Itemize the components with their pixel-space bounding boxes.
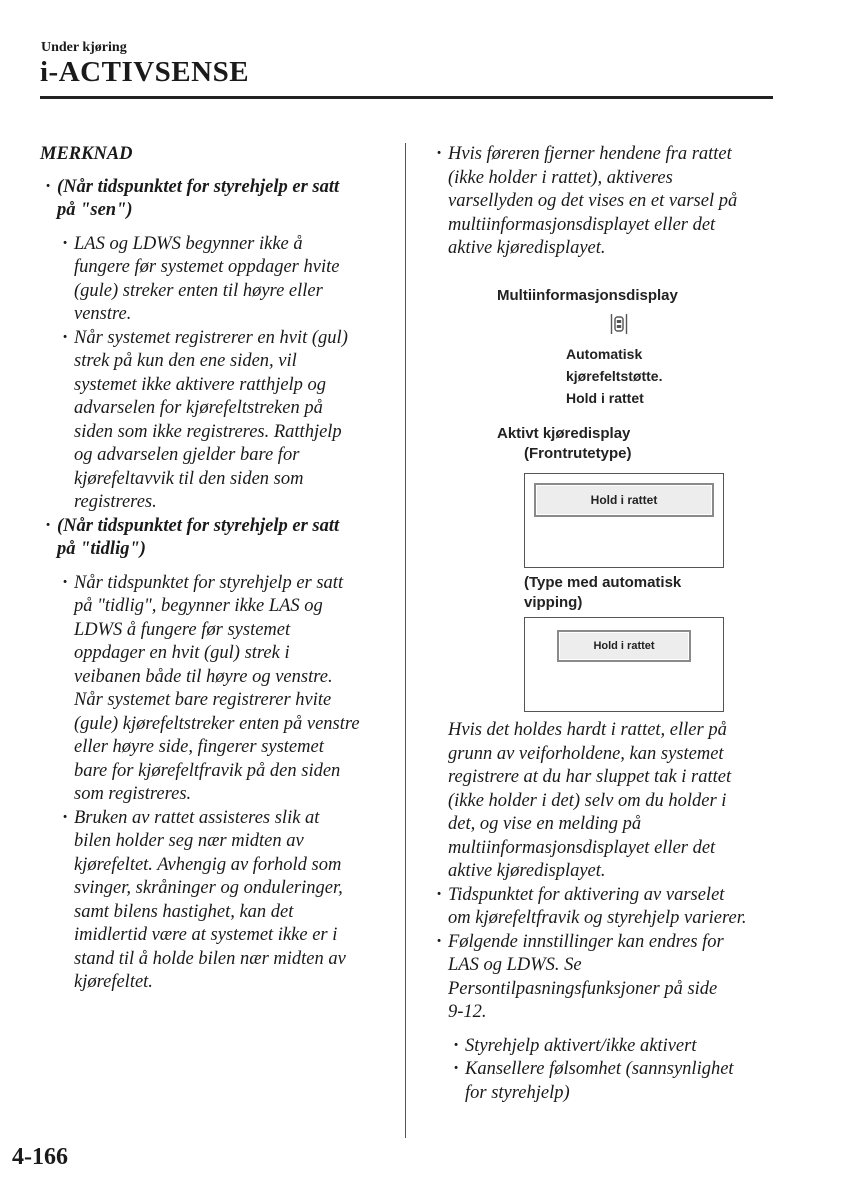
left-column — [40, 143, 390, 995]
hud-box-retractable — [524, 617, 724, 712]
timing-bullet: · Tidspunktet for aktivering av varselet om kjørefeltfravik og styrehjelp varierer. — [448, 884, 788, 931]
hud-box-windshield — [524, 473, 724, 568]
mid-heading: Multiinformasjonsdisplay — [497, 287, 678, 304]
intro-bullet: · Hvis føreren fjerner hendene fra rattet (ikke holder i rattet), aktiveres varsellyden og det vises en et varsel på multiinformasjonsdisplayet eller det aktive kjøredisplayet. — [448, 143, 788, 261]
page-number: 4-166 — [12, 1144, 68, 1170]
early-item-1: · Når tidspunktet for styrehjelp er satt på "tidlig", begynner ikke LAS og LDWS å fungere før systemet oppdager en hvit (gul) strek i veibanen både til høyre og venstre. Når systemet bare registrerer hvite (gule) kjørefeltstreker enten på venstre eller høyre side, fingerer systemet bare for kjørefeltfravik på den siden som registreres. — [74, 572, 390, 807]
right-lower-text — [448, 719, 788, 1105]
early-heading: · (Når tidspunktet for styrehjelp er satt på "tidlig") — [57, 515, 390, 562]
late-item-1: · LAS og LDWS begynner ikke å fungere før systemet oppdager hvite (gule) streker enten til høyre eller venstre. — [74, 233, 390, 327]
title-rule — [40, 96, 773, 99]
late-item-2: · Når systemet registrerer en hvit (gul) strek på kun den ene siden, vil systemet ikke aktivere ratthjelp og advarselen for kjørefeltstreken på siden som ikke registreres. Ratthjelp og advarselen gjelder bare for kjørefeltavvik til den siden som registreres. — [74, 327, 390, 515]
note-heading: MERKNAD — [40, 144, 133, 164]
section-label: Under kjøring — [41, 40, 127, 55]
hud-warning-banner-2: Hold i rattet — [557, 630, 691, 662]
hud-heading: Aktivt kjøredisplay (Frontrutetype) — [497, 425, 632, 462]
column-divider — [405, 143, 406, 1138]
settings-bullet: · Følgende innstillinger kan endres for LAS og LDWS. Se Persontilpasningsfunksjoner på side 9-12. — [448, 931, 788, 1025]
page-title: i-ACTIVSENSE — [40, 56, 250, 88]
early-item-2: · Bruken av rattet assisteres slik at bilen holder seg nær midten av kjørefeltet. Avhengig av forhold som svinger, skråninger og onduleringer, samt bilens hastighet, kan det imidlertid være at systemet ikke er i stand til å holde bilen nær midten av kjørefeltet. — [74, 807, 390, 995]
mid-caption: Automatisk kjørefeltstøtte. Hold i rattet — [566, 346, 663, 406]
settings-sub-2: · Kansellere følsomhet (sannsynlighet for styrehjelp) — [465, 1058, 788, 1105]
hold-paragraph: Hvis det holdes hardt i rattet, eller på grunn av veiforholdene, kan systemet registrere at du har sluppet tak i rattet (ikke holder i det) selv om du holder i det, og vise en melding på multiinformasjonsdisplayet eller det aktive kjøredisplayet. — [448, 720, 732, 881]
hud-warning-banner: Hold i rattet — [534, 483, 714, 517]
settings-sub-1: · Styrehjelp aktivert/ikke aktivert — [465, 1035, 788, 1059]
steering-assist-icon — [610, 312, 628, 336]
late-heading: · (Når tidspunktet for styrehjelp er satt på "sen") — [57, 176, 390, 223]
hud2-heading: (Type med automatisk vipping) — [524, 574, 682, 611]
